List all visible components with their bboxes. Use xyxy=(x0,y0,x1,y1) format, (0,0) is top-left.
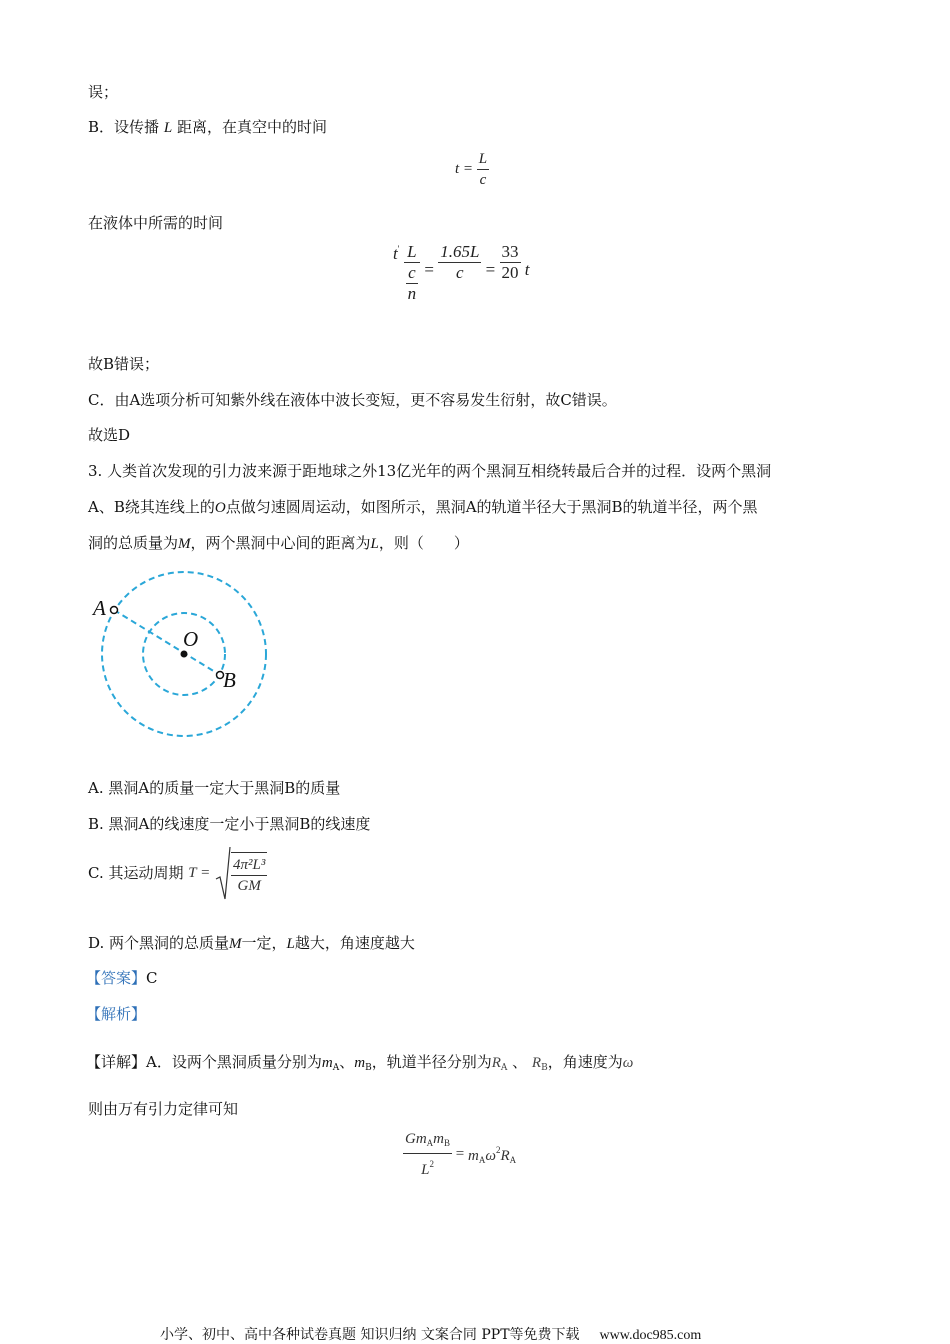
fraction-bar xyxy=(403,1153,452,1154)
equation-vacuum-time xyxy=(455,150,489,189)
text-span: 洞的总质量为 xyxy=(88,534,179,552)
math-var: ω xyxy=(485,1147,496,1164)
option-c xyxy=(88,845,267,905)
text-span: A、B绕其连线上的 xyxy=(88,498,215,516)
denominator: n xyxy=(407,284,417,303)
eq-lhs: T = xyxy=(188,865,211,881)
question-3-text xyxy=(88,533,469,554)
fraction-2 xyxy=(438,243,481,282)
connecting-line xyxy=(114,610,220,675)
answer-value: C xyxy=(146,969,158,987)
option-a: A. 黑洞A的质量一定大于黑洞B的质量 xyxy=(88,779,341,797)
equals: = xyxy=(424,260,434,279)
question-3-text xyxy=(88,497,758,518)
superscript: 2 xyxy=(429,1159,434,1169)
numerator: 4π²L³ xyxy=(233,856,266,873)
math-var: M xyxy=(229,936,242,952)
analysis-line xyxy=(86,1004,146,1024)
numerator: L xyxy=(407,242,417,261)
detail-tag: 【详解】 xyxy=(86,1053,147,1071)
label-b: B xyxy=(223,668,236,692)
footer-link[interactable]: www.doc985.com xyxy=(599,1328,702,1343)
var-t: t xyxy=(393,244,398,264)
text-span: B．设传播 xyxy=(88,118,160,136)
label-o: O xyxy=(183,627,199,651)
text-line: 故B错误； xyxy=(88,355,160,373)
math-var: L xyxy=(421,1162,430,1178)
math-var: m xyxy=(433,1131,445,1147)
text-span: ，两个黑洞中心间的距离为 xyxy=(190,534,371,552)
subscript: A xyxy=(509,1154,517,1165)
text-span: 一定， xyxy=(241,934,287,952)
prime: ' xyxy=(397,244,400,255)
math-var: L xyxy=(370,536,379,552)
subscript: A xyxy=(478,1154,486,1165)
math-var: R xyxy=(500,1147,510,1164)
sqrt-expression xyxy=(215,845,267,901)
math-var: L xyxy=(163,120,173,136)
center-o-point xyxy=(181,651,188,658)
radical-sign xyxy=(215,845,231,901)
math-var: L xyxy=(286,936,295,952)
denominator: GM xyxy=(237,877,261,894)
math-var: R xyxy=(531,1055,542,1071)
numerator: 1.65L xyxy=(440,242,480,261)
text-span: 距离，在真空中的时间 xyxy=(176,118,327,136)
answer-line xyxy=(86,968,158,988)
equals: = xyxy=(485,260,496,279)
analysis-tag: 【解析】 xyxy=(86,1005,147,1023)
text-line: 误； xyxy=(88,83,119,101)
math-var: m xyxy=(321,1055,333,1071)
equation-liquid-time xyxy=(393,243,530,303)
numerator xyxy=(403,1130,452,1152)
eq-rhs xyxy=(468,1144,517,1165)
denominator: 20 xyxy=(501,263,519,282)
subscript: B xyxy=(541,1063,548,1073)
question-3-text: 3. 人类首次发现的引力波来源于距地球之外13亿光年的两个黑洞互相绕转最后合并的过程．设两个黑洞 xyxy=(88,462,772,480)
text-span: 点做匀速圆周运动，如图所示，黑洞A的轨道半径大于黑洞B的轨道半径，两个黑 xyxy=(225,498,758,516)
text-line: 故选D xyxy=(88,426,131,444)
eq-lhs: t = xyxy=(455,160,474,177)
fraction xyxy=(231,852,267,895)
fraction-3 xyxy=(500,243,521,282)
numerator: c xyxy=(408,263,416,282)
subscript: B xyxy=(444,1138,451,1148)
numerator: 33 xyxy=(501,242,519,261)
option-d xyxy=(88,933,415,954)
var-t: t xyxy=(524,260,530,279)
text-line: 在液体中所需的时间 xyxy=(88,214,224,232)
text-span: A．设两个黑洞质量分别为 xyxy=(146,1053,322,1071)
subscript: B xyxy=(365,1063,372,1073)
math-var: M xyxy=(178,536,191,552)
subscript: A xyxy=(332,1063,340,1073)
fraction xyxy=(403,1130,452,1179)
fraction-bar xyxy=(477,169,489,170)
text-span: 、 xyxy=(339,1053,355,1071)
text-span: 越大，角速度越大 xyxy=(294,934,415,952)
text-line xyxy=(88,117,327,138)
denominator: c xyxy=(479,172,487,188)
numerator: L xyxy=(478,151,488,167)
label-a: A xyxy=(93,596,106,620)
math-var: m xyxy=(468,1147,479,1164)
answer-tag: 【答案】 xyxy=(86,969,147,987)
black-hole-orbit-figure xyxy=(85,566,275,746)
option-b: B. 黑洞A的线速度一定小于黑洞B的线速度 xyxy=(88,815,371,833)
text-line: 则由万有引力定律可知 xyxy=(88,1100,239,1118)
math-var: ω xyxy=(622,1055,634,1071)
denominator: c xyxy=(456,263,464,282)
footer-text: 小学、初中、高中各种试卷真题 知识归纳 文案合同 PPT等免费下载 xyxy=(160,1327,580,1343)
superscript: 2 xyxy=(495,1144,501,1155)
equals: = xyxy=(455,1146,465,1162)
subscript: A xyxy=(500,1063,508,1073)
subscript: A xyxy=(426,1138,434,1148)
text-span: C. 其运动周期 xyxy=(88,864,184,882)
detail-line xyxy=(86,1052,633,1078)
nested-fraction xyxy=(406,264,419,303)
equation-gravitation xyxy=(403,1130,516,1179)
math-var: m xyxy=(354,1055,366,1071)
math-var: O xyxy=(214,500,226,516)
text-span: 、 xyxy=(507,1053,532,1071)
black-hole-a-point xyxy=(111,607,118,614)
math-var: R xyxy=(491,1055,501,1071)
math-var: Gm xyxy=(405,1131,427,1147)
eq-lhs xyxy=(393,244,404,263)
fraction xyxy=(477,150,489,189)
text-span: ，角速度为 xyxy=(547,1053,623,1071)
text-span: ，轨道半径分别为 xyxy=(371,1053,492,1071)
denominator xyxy=(404,264,421,303)
page-footer xyxy=(160,1324,701,1344)
text-span: D. 两个黑洞的总质量 xyxy=(88,934,230,952)
text-span: ，则（ ） xyxy=(378,534,469,552)
text-line: C．由A选项分析可知紫外线在液体中波长变短，更不容易发生衍射，故C错误。 xyxy=(88,391,617,409)
fraction-1 xyxy=(404,243,421,303)
fraction-bar xyxy=(231,875,267,876)
denominator xyxy=(403,1155,452,1179)
